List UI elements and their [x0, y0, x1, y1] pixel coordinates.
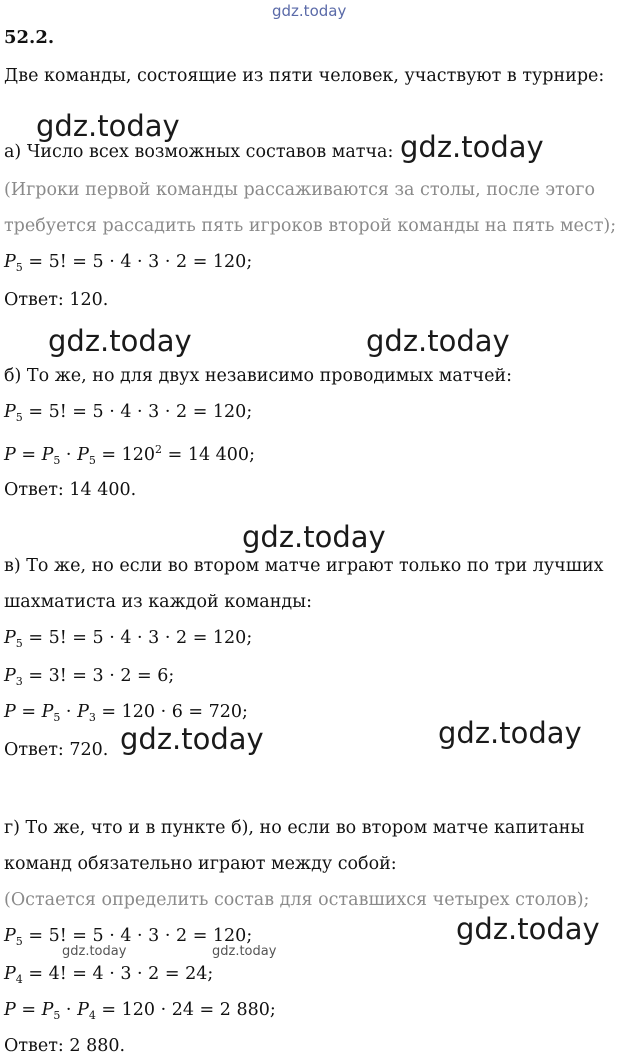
- part-a-heading: а) Число всех возможных составов матча:: [4, 142, 394, 162]
- watermark: gdz.today: [48, 324, 192, 358]
- watermark-small: gdz.today: [62, 944, 127, 959]
- part-a-formula-1: $P_5 = 5$! = 5 · 4 · 3 · 2 = 120;: [4, 252, 253, 274]
- task-intro: Две команды, состоящие из пяти человек, участвуют в турнире:: [4, 66, 605, 86]
- watermark: gdz.today: [400, 130, 544, 164]
- part-a-answer: Ответ: 120.: [4, 290, 109, 310]
- watermark: gdz.today: [438, 716, 582, 750]
- part-d-heading-line-2: команд обязательно играют между собой:: [4, 854, 397, 874]
- part-c-formula-1: $P_5 = 5$! = 5 · 4 · 3 · 2 = 120;: [4, 628, 253, 650]
- part-c-answer: Ответ: 720.: [4, 740, 109, 760]
- task-number: 52.2.: [4, 27, 55, 48]
- part-d-formula-1: $P_5 = 5$! = 5 · 4 · 3 · 2 = 120;: [4, 926, 253, 948]
- part-d-formula-2: $P_4 = 4$! = 4 · 3 · 2 = 24;: [4, 964, 214, 986]
- watermark: gdz.today: [366, 324, 510, 358]
- part-d-heading-line-1: г) То же, что и в пункте б), но если во втором матче капитаны: [4, 818, 585, 838]
- watermark: gdz.today: [242, 520, 386, 554]
- part-c-formula-3: $P = P_5 \cdot P_3 = 120 \cdot 6 = 720$;: [4, 702, 248, 724]
- part-d-answer: Ответ: 2 880.: [4, 1036, 126, 1056]
- watermark: gdz.today: [36, 109, 180, 143]
- watermark: gdz.today: [456, 912, 600, 946]
- part-b-formula-1: $P_5 = 5$! = 5 · 4 · 3 · 2 = 120;: [4, 402, 253, 424]
- watermark: gdz.today: [120, 722, 264, 756]
- part-b-answer: Ответ: 14 400.: [4, 480, 137, 500]
- watermark-top: gdz.today: [272, 2, 347, 20]
- part-a-note-line-2: требуется рассадить пять игроков второй команды на пять мест);: [4, 216, 617, 236]
- part-b-formula-2: $P = P_5 \cdot P_5 = 120^2 = 14$ 400;: [4, 443, 255, 467]
- part-c-heading-line-2: шахматиста из каждой команды:: [4, 592, 313, 612]
- part-d-formula-3: $P = P_5 \cdot P_4 = 120 \cdot 24 = 2$ 880;: [4, 1000, 276, 1022]
- part-d-note: (Остается определить состав для оставшихся четырех столов);: [4, 890, 590, 910]
- part-a-note-line-1: (Игроки первой команды рассаживаются за столы, после этого: [4, 180, 595, 200]
- part-c-heading-line-1: в) То же, но если во втором матче играют только по три лучших: [4, 556, 604, 576]
- watermark-small: gdz.today: [212, 944, 277, 959]
- part-c-formula-2: $P_3 = 3$! = 3 · 2 = 6;: [4, 666, 175, 688]
- part-b-heading: б) То же, но для двух независимо проводимых матчей:: [4, 366, 512, 386]
